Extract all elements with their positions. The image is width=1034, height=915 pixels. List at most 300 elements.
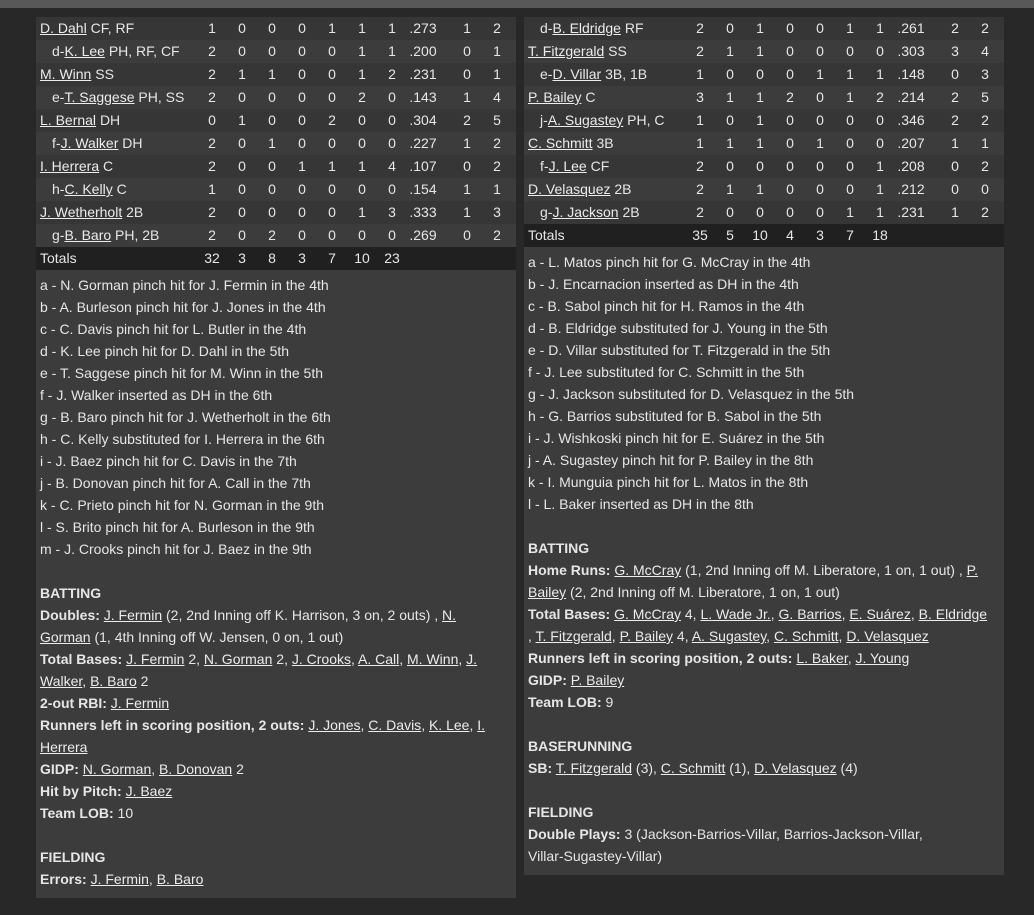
totals-cell: 4 <box>786 227 794 243</box>
batter-name-cell <box>40 63 114 86</box>
batter-row <box>524 155 1004 178</box>
totals-row <box>524 224 1004 247</box>
stat-cell: 2 <box>981 158 989 174</box>
player-link[interactable]: Herrera <box>40 739 88 755</box>
totals-cell: 10 <box>752 227 768 243</box>
substitution-note: k - I. Munguia pinch hit for L. Matos in the 8th <box>528 474 809 490</box>
player-link[interactable]: J. Baez <box>125 783 173 799</box>
stat-cell: 0 <box>328 43 336 59</box>
stat-cell: 0 <box>463 43 471 59</box>
stat-cell: .214 <box>897 89 925 105</box>
player-link[interactable]: C. Schmitt <box>528 135 593 151</box>
stat-cell: 2 <box>696 181 704 197</box>
substitution-note: c - B. Sabol pinch hit for H. Ramos in the 4th <box>528 298 805 314</box>
player-link[interactable]: N. <box>442 607 457 623</box>
totals-row <box>36 247 516 270</box>
player-link[interactable]: B. Baro <box>90 673 137 689</box>
batter-row <box>36 63 516 86</box>
sub-prefix: d- <box>52 43 65 59</box>
stat-cell: 0 <box>981 181 989 197</box>
player-link[interactable]: D. Velasquez <box>528 181 611 197</box>
stat-cell: 2 <box>876 89 884 105</box>
left-doubles: Doubles: J. Fermin (2, 2nd Inning off K. Harrison, 3 on, 2 outs) , N. Gorman (1, 4th Inning off W. Jensen, 0 on, 1 out) <box>40 607 457 645</box>
player-link[interactable]: J. Young <box>855 650 910 666</box>
right-risp: Runners left in scoring position, 2 outs: L. Baker, J. Young <box>528 650 910 666</box>
player-link[interactable]: I. <box>477 717 486 733</box>
left-substitutions <box>40 274 512 560</box>
stat-cell: 5 <box>493 112 501 128</box>
stat-cell: 0 <box>786 204 794 220</box>
player-link[interactable]: A. Sugastey <box>547 112 624 128</box>
stat-cell: 1 <box>463 135 471 151</box>
stat-cell: 0 <box>726 158 734 174</box>
left-hbp: Hit by Pitch: J. Baez <box>40 783 173 799</box>
stat-cell: .261 <box>897 20 925 36</box>
stat-cell: 0 <box>786 158 794 174</box>
substitution-note: g - B. Baro pinch hit for J. Wetherholt in the 6th <box>40 409 331 425</box>
stat-cell: 2 <box>208 135 216 151</box>
sub-prefix: g- <box>52 227 65 243</box>
stat-cell: 0 <box>463 227 471 243</box>
stat-cell: 0 <box>846 181 854 197</box>
player-link[interactable]: I. Herrera <box>40 158 100 174</box>
batter-name-cell <box>528 132 614 155</box>
player-link[interactable]: Gorman <box>40 629 91 645</box>
player-link[interactable]: D. Dahl <box>40 20 87 36</box>
batter-row <box>524 40 1004 63</box>
left-boxscore <box>36 17 516 898</box>
substitution-note: e - D. Villar substituted for T. Fitzgerald in the 5th <box>528 342 831 358</box>
stat-cell: 0 <box>951 158 959 174</box>
stat-cell: .200 <box>409 43 437 59</box>
player-link[interactable]: M. Winn <box>40 66 92 82</box>
stat-cell: 2 <box>493 20 501 36</box>
player-position: DH <box>122 135 143 151</box>
stat-cell: 1 <box>358 204 366 220</box>
player-link[interactable]: N. Gorman <box>203 651 273 667</box>
stat-cell: 1 <box>238 66 246 82</box>
stat-cell: 1 <box>876 66 884 82</box>
stat-cell: 3 <box>696 89 704 105</box>
stat-cell: .346 <box>897 112 925 128</box>
stat-cell: 0 <box>846 135 854 151</box>
player-link[interactable]: D. Velasquez <box>846 628 929 644</box>
stat-cell: 1 <box>756 181 764 197</box>
stat-cell: 0 <box>463 158 471 174</box>
totals-cell: 7 <box>846 227 854 243</box>
stat-cell: 0 <box>268 181 276 197</box>
player-link[interactable]: C. Schmitt <box>773 628 839 644</box>
stat-cell: 0 <box>846 158 854 174</box>
batter-row <box>524 63 1004 86</box>
right-batting-title: BATTING <box>528 540 590 556</box>
left-total-bases: Total Bases: J. Fermin 2, N. Gorman 2, J. Crooks, A. Call, M. Winn, J. Walker, B. Baro 2 <box>40 651 478 689</box>
left-batting-table <box>36 17 516 270</box>
stat-cell: 1 <box>756 20 764 36</box>
substitution-note: d - B. Eldridge substituted for J. Young in the 5th <box>528 320 828 336</box>
stat-cell: 0 <box>816 204 824 220</box>
stat-cell: 0 <box>238 227 246 243</box>
stat-cell: 0 <box>358 181 366 197</box>
player-link[interactable]: Walker <box>40 673 83 689</box>
player-link[interactable]: J. Walker <box>60 135 119 151</box>
player-link[interactable]: J. Fermin <box>103 607 163 623</box>
totals-cell: 8 <box>268 250 276 266</box>
stat-cell: 0 <box>298 89 306 105</box>
player-position: 2B <box>614 181 632 197</box>
stat-cell: 2 <box>208 204 216 220</box>
stat-cell: 1 <box>358 66 366 82</box>
player-link[interactable]: C. Schmitt <box>660 760 726 776</box>
stat-cell: 1 <box>463 204 471 220</box>
player-link[interactable]: K. Lee <box>428 717 470 733</box>
player-link[interactable]: P. Bailey <box>528 89 582 105</box>
stat-cell: 1 <box>756 135 764 151</box>
substitution-note: h - G. Barrios substituted for B. Sabol in the 5th <box>528 408 822 424</box>
player-link[interactable]: P. Bailey <box>619 628 674 644</box>
stat-cell: 1 <box>696 135 704 151</box>
totals-cell: 3 <box>238 250 246 266</box>
player-link[interactable]: L. Baker <box>796 650 848 666</box>
stat-cell: .333 <box>409 204 437 220</box>
right-team-lob: Team LOB: 9 <box>528 694 614 710</box>
stat-cell: 2 <box>981 204 989 220</box>
player-link[interactable]: B. Eldridge <box>552 20 621 36</box>
stat-cell: 2 <box>981 112 989 128</box>
player-link[interactable]: J. <box>466 651 478 667</box>
stat-cell: 2 <box>493 158 501 174</box>
batter-row <box>524 109 1004 132</box>
stat-cell: 0 <box>298 204 306 220</box>
stat-cell: 0 <box>951 181 959 197</box>
stat-cell: 3 <box>951 43 959 59</box>
substitution-note: b - A. Burleson pinch hit for J. Jones in the 4th <box>40 299 326 315</box>
stat-cell: 1 <box>238 112 246 128</box>
stat-cell: 5 <box>981 89 989 105</box>
stat-cell: 0 <box>208 112 216 128</box>
stat-cell: 1 <box>463 20 471 36</box>
left-team-lob: Team LOB: 10 <box>40 805 134 821</box>
player-link[interactable]: J. Lee <box>548 158 587 174</box>
stat-cell: 0 <box>388 89 396 105</box>
batter-name-cell <box>540 109 665 132</box>
sub-prefix: d- <box>540 20 553 36</box>
stat-cell: 0 <box>726 20 734 36</box>
substitution-note: k - C. Prieto pinch hit for N. Gorman in the 9th <box>40 497 325 513</box>
stat-cell: 0 <box>268 89 276 105</box>
player-link[interactable]: T. Fitzgerald <box>555 760 633 776</box>
right-double-plays: Double Plays: 3 (Jackson-Barrios-Villar, Barrios-Jackson-Villar, Villar-Sugastey-Villar) <box>528 826 923 864</box>
player-link[interactable]: G. Barrios <box>778 606 842 622</box>
player-link[interactable]: Bailey <box>528 584 567 600</box>
right-gidp: GIDP: P. Bailey <box>528 672 625 688</box>
substitution-note: l - L. Baker inserted as DH in the 8th <box>528 496 754 512</box>
player-link[interactable]: D. Villar <box>552 66 602 82</box>
batter-name-cell <box>52 224 159 247</box>
player-link[interactable]: G. McCray <box>614 606 681 622</box>
stat-cell: 0 <box>816 112 824 128</box>
player-link[interactable]: T. Saggese <box>64 89 135 105</box>
stat-cell: 1 <box>846 89 854 105</box>
player-link[interactable]: L. Bernal <box>40 112 97 128</box>
stat-cell: .273 <box>409 20 437 36</box>
stat-cell: 0 <box>328 66 336 82</box>
stat-cell: 0 <box>786 43 794 59</box>
substitution-note: b - J. Encarnacion inserted as DH in the 4th <box>528 276 799 292</box>
stat-cell: 1 <box>876 181 884 197</box>
stat-cell: 1 <box>298 158 306 174</box>
stat-cell: 1 <box>756 89 764 105</box>
stat-cell: 1 <box>493 43 501 59</box>
player-link[interactable]: J. Jackson <box>552 204 619 220</box>
stat-cell: 2 <box>388 66 396 82</box>
stat-cell: 0 <box>298 43 306 59</box>
batter-row <box>524 178 1004 201</box>
totals-cell: 18 <box>872 227 888 243</box>
stat-cell: 0 <box>268 204 276 220</box>
substitution-note: i - J. Wishkoski pinch hit for E. Suárez in the 5th <box>528 430 825 446</box>
batter-name-cell <box>540 17 644 40</box>
batter-name-cell <box>528 178 632 201</box>
stat-cell: .231 <box>409 66 437 82</box>
right-boxscore <box>524 17 1004 875</box>
batter-row <box>36 132 516 155</box>
stat-cell: 0 <box>756 66 764 82</box>
player-link[interactable]: L. Wade Jr. <box>700 606 771 622</box>
player-link[interactable]: P. Bailey <box>570 672 625 688</box>
stat-cell: 0 <box>328 227 336 243</box>
player-link[interactable]: B. Donovan <box>159 761 233 777</box>
right-fielding-title: FIELDING <box>528 804 594 820</box>
batter-row <box>36 109 516 132</box>
batter-name-cell <box>52 178 127 201</box>
stat-cell: 2 <box>208 89 216 105</box>
stat-cell: 2 <box>208 43 216 59</box>
stat-cell: .304 <box>409 112 437 128</box>
stat-cell: 1 <box>268 135 276 151</box>
stat-cell: 0 <box>298 227 306 243</box>
stat-cell: 0 <box>726 204 734 220</box>
player-position: C <box>585 89 596 105</box>
stat-cell: 0 <box>298 66 306 82</box>
batter-row <box>36 40 516 63</box>
sub-prefix: h- <box>52 181 65 197</box>
stat-cell: .269 <box>409 227 437 243</box>
stat-cell: 3 <box>981 66 989 82</box>
stat-cell: 2 <box>208 227 216 243</box>
stat-cell: 0 <box>268 112 276 128</box>
player-position: 3B, 1B <box>605 66 648 82</box>
player-position: 2B <box>622 204 640 220</box>
totals-cell: 35 <box>692 227 708 243</box>
substitution-note: i - J. Baez pinch hit for C. Davis in the 7th <box>40 453 297 469</box>
stat-cell: 1 <box>493 66 501 82</box>
sub-prefix: e- <box>52 89 65 105</box>
stat-cell: 1 <box>846 66 854 82</box>
player-link[interactable]: J. Jones <box>308 717 361 733</box>
totals-label: Totals <box>528 227 565 243</box>
player-link[interactable]: B. Baro <box>156 871 204 887</box>
sub-prefix: e- <box>540 66 553 82</box>
player-link[interactable]: B. Baro <box>64 227 112 243</box>
stat-cell: 1 <box>846 20 854 36</box>
stat-cell: 2 <box>208 66 216 82</box>
player-link[interactable]: B. Eldridge <box>918 606 988 622</box>
stat-cell: 3 <box>493 204 501 220</box>
stat-cell: .227 <box>409 135 437 151</box>
batter-row <box>36 17 516 40</box>
stat-cell: 1 <box>951 204 959 220</box>
stat-cell: 2 <box>493 227 501 243</box>
player-link[interactable]: J. Wetherholt <box>40 204 123 220</box>
stat-cell: .208 <box>897 158 925 174</box>
stat-cell: 1 <box>696 66 704 82</box>
stat-cell: 0 <box>786 20 794 36</box>
right-notes <box>524 247 1004 875</box>
stat-cell: 0 <box>358 112 366 128</box>
stat-cell: 2 <box>696 43 704 59</box>
stat-cell: 1 <box>726 89 734 105</box>
batter-row <box>524 17 1004 40</box>
stat-cell: 1 <box>876 158 884 174</box>
totals-cell: 5 <box>726 227 734 243</box>
stat-cell: 2 <box>786 89 794 105</box>
stat-cell: 2 <box>696 158 704 174</box>
sub-prefix: f- <box>540 158 549 174</box>
stat-cell: 0 <box>268 158 276 174</box>
player-link[interactable]: D. Velasquez <box>754 760 837 776</box>
stat-cell: 4 <box>981 43 989 59</box>
stat-cell: 2 <box>981 20 989 36</box>
stat-cell: 2 <box>268 227 276 243</box>
player-link[interactable]: J. Crooks <box>291 651 351 667</box>
player-link[interactable]: J. Fermin <box>110 695 170 711</box>
batter-name-cell <box>40 201 143 224</box>
stat-cell: 1 <box>726 135 734 151</box>
batter-row <box>36 155 516 178</box>
stat-cell: 4 <box>493 89 501 105</box>
stat-cell: 1 <box>388 43 396 59</box>
stat-cell: 0 <box>238 204 246 220</box>
stat-cell: 0 <box>358 227 366 243</box>
substitution-note: m - J. Crooks pinch hit for J. Baez in the 9th <box>40 541 312 557</box>
stat-cell: 0 <box>951 66 959 82</box>
batter-row <box>36 178 516 201</box>
stat-cell: 0 <box>238 135 246 151</box>
stat-cell: 0 <box>756 158 764 174</box>
stat-cell: 1 <box>846 204 854 220</box>
player-link[interactable]: J. Fermin <box>126 651 185 667</box>
stat-cell: 0 <box>328 89 336 105</box>
stat-cell: .143 <box>409 89 437 105</box>
player-position: PH, 2B <box>115 227 160 243</box>
stat-cell: 0 <box>238 158 246 174</box>
batter-name-cell <box>52 86 184 109</box>
player-position: 2B <box>126 204 144 220</box>
player-link[interactable]: N. Gorman <box>82 761 152 777</box>
stat-cell: 0 <box>786 66 794 82</box>
stat-cell: 0 <box>816 43 824 59</box>
stat-cell: 0 <box>238 181 246 197</box>
left-risp: Runners left in scoring position, 2 outs: J. Jones, C. Davis, K. Lee, I. Herrera <box>40 717 486 755</box>
batter-name-cell <box>528 40 627 63</box>
substitution-note: c - C. Davis pinch hit for L. Butler in the 4th <box>40 321 307 337</box>
player-link[interactable]: G. McCray <box>614 562 682 578</box>
substitution-note: l - S. Brito pinch hit for A. Burleson in the 9th <box>40 519 315 535</box>
stat-cell: 0 <box>328 181 336 197</box>
stat-cell: 2 <box>328 112 336 128</box>
stat-cell: 0 <box>298 181 306 197</box>
stat-cell: 0 <box>238 43 246 59</box>
player-link[interactable]: A. Sugastey <box>691 628 767 644</box>
stat-cell: .154 <box>409 181 437 197</box>
stat-cell: 0 <box>298 112 306 128</box>
batter-name-cell <box>52 40 180 63</box>
player-link[interactable]: T. Fitzgerald <box>535 628 612 644</box>
player-link[interactable]: C. Kelly <box>64 181 113 197</box>
stat-cell: 0 <box>846 43 854 59</box>
stat-cell: 0 <box>358 135 366 151</box>
stat-cell: 1 <box>756 43 764 59</box>
player-link[interactable]: A. Call <box>358 651 400 667</box>
substitution-note: g - J. Jackson substituted for D. Velasquez in the 5th <box>528 386 855 402</box>
stat-cell: 1 <box>463 181 471 197</box>
left-errors: Errors: J. Fermin, B. Baro <box>40 871 204 887</box>
stat-cell: 0 <box>388 227 396 243</box>
player-position: CF, RF <box>90 20 135 36</box>
stat-cell: 0 <box>726 112 734 128</box>
substitution-note: d - K. Lee pinch hit for D. Dahl in the 5th <box>40 343 290 359</box>
left-notes <box>36 270 516 898</box>
batter-row <box>524 86 1004 109</box>
player-link[interactable]: M. Winn <box>407 651 459 667</box>
stat-cell: 1 <box>388 20 396 36</box>
player-link[interactable]: J. Fermin <box>90 871 149 887</box>
stat-cell: 2 <box>463 112 471 128</box>
stat-cell: 0 <box>816 181 824 197</box>
substitution-note: e - T. Saggese pinch hit for M. Winn in the 5th <box>40 365 324 381</box>
batter-name-cell <box>40 155 113 178</box>
stat-cell: 2 <box>493 135 501 151</box>
stat-cell: 4 <box>388 158 396 174</box>
stat-cell: 0 <box>786 181 794 197</box>
player-link[interactable]: P. <box>966 562 979 578</box>
stat-cell: 0 <box>876 135 884 151</box>
stat-cell: 0 <box>876 43 884 59</box>
stat-cell: 0 <box>388 181 396 197</box>
batter-name-cell <box>540 155 609 178</box>
stat-cell: 0 <box>786 112 794 128</box>
stat-cell: 1 <box>328 158 336 174</box>
left-2out-rbi: 2-out RBI: J. Fermin <box>40 695 170 711</box>
left-batting-title: BATTING <box>40 585 102 601</box>
player-link[interactable]: T. Fitzgerald <box>528 43 605 59</box>
player-link[interactable]: E. Suárez <box>849 606 911 622</box>
player-link[interactable]: K. Lee <box>64 43 105 59</box>
player-position: C <box>116 181 127 197</box>
player-position: DH <box>99 112 121 128</box>
stat-cell: 2 <box>696 20 704 36</box>
stat-cell: 1 <box>268 66 276 82</box>
stat-cell: .107 <box>409 158 437 174</box>
totals-cell: 3 <box>816 227 824 243</box>
batter-row <box>36 224 516 247</box>
stat-cell: 1 <box>726 181 734 197</box>
player-position: RF <box>624 20 644 36</box>
player-link[interactable]: C. Davis <box>368 717 422 733</box>
right-total-bases: Total Bases: G. McCray 4, L. Wade Jr., G. Barrios, E. Suárez, B. Eldridge , T. Fitzgerald, P. Bailey 4, A. Sugastey, C. Schmitt, D. Velasquez <box>528 606 988 644</box>
substitution-note: f - J. Walker inserted as DH in the 6th <box>40 387 273 403</box>
